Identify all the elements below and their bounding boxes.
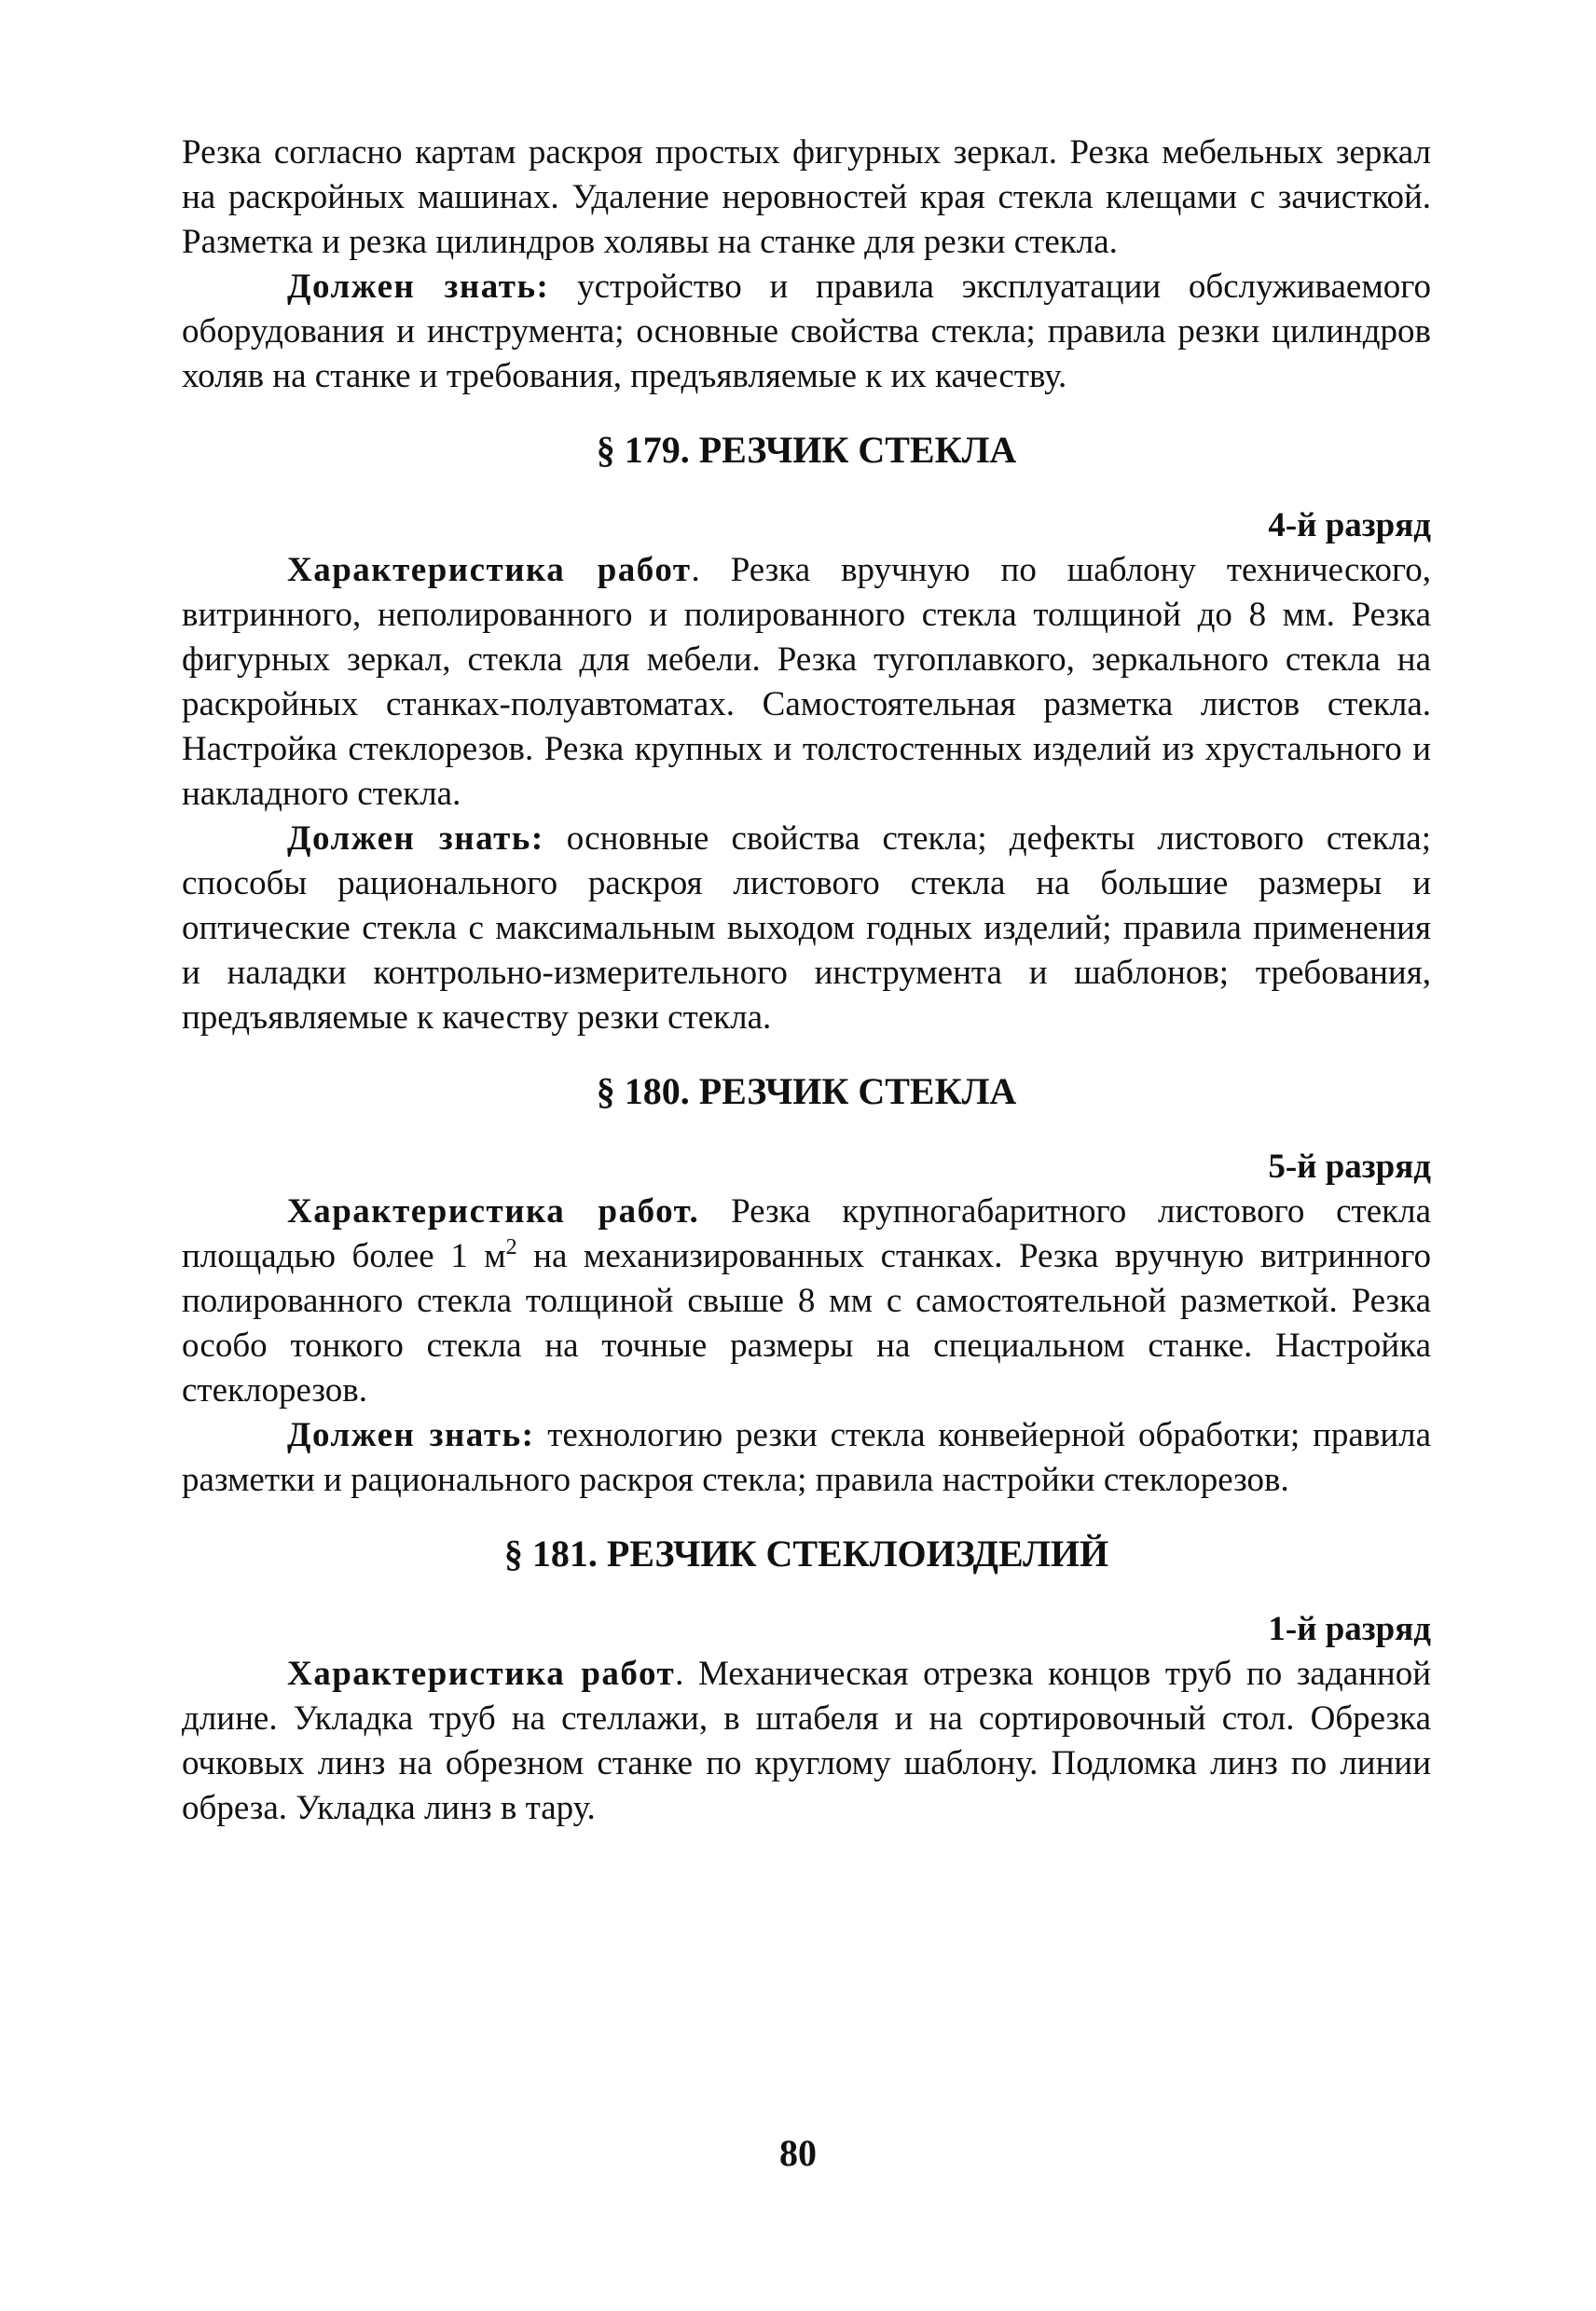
section-179-grade: 4-й разряд [1268,506,1431,544]
knowledge-text: основные свойства стекла; дефекты листового стекла; способы рационального раскроя листового стекла на большие размеры и оптические стекла с максимальным выходом годных изделий; правила применения и наладки контрольно-измерительного инструмента и шаблонов; требования, предъявляемые к качеству резки стекла. [182,819,1431,1037]
knowledge-text: устройство и правила эксплуатации обслуживаемого оборудования и инструмента; основные свойства стекла; правила резки цилиндров холяв на станке и требования, предъявляемые к их качеству. [182,268,1431,395]
section-180-knowledge [182,1413,1431,1503]
section-181-grade: 1-й разряд [1268,1610,1431,1648]
intro-paragraph: Резка согласно картам раскроя простых фигурных зеркал. Резка мебельных зеркал на раскройных машинах. Удаление неровностей края стекла клещами с зачисткой. Разметка и резка цилиндров холявы на станке для резки стекла. [182,133,1431,261]
superscript-two: 2 [505,1235,517,1259]
section-179-heading: § 179. РЕЗЧИК СТЕКЛА [596,429,1017,471]
page-content [182,131,1431,1831]
characteristics-text: . Резка вручную по шаблону технического, витринного, неполированного и полированного стекла толщиной до 8 мм. Резка фигурных зеркал, стекла для мебели. Резка тугоплавкого, зеркального стекла на раскройных станках-полуавтоматах. Самостоятельная разметка листов стекла. Настройка стеклорезов. Резка крупных и толстостенных изделий из хрустального и накладного стекла. [182,551,1432,813]
knowledge-label: Должен знать: [287,819,544,858]
characteristics-label: Характеристика работ [287,551,692,589]
section-180-characteristics [182,1190,1431,1413]
section-180-grade: 5-й разряд [1268,1148,1431,1186]
characteristics-text: Резка крупногабаритного листового стекла площадью более 1 м [182,1192,1431,1275]
intro-knowledge-paragraph [182,265,1431,399]
characteristics-text-continued: на механизированных станках. Резка вручную витринного полированного стекла толщиной свыше 8 мм с самостоятельной разметкой. Резка особо тонкого стекла на точные размеры на специальном станке. Настройка стеклорезов. [182,1237,1431,1410]
section-179-characteristics [182,548,1431,817]
section-181-characteristics [182,1652,1431,1831]
characteristics-label: Характеристика работ. [287,1192,700,1231]
knowledge-label: Должен знать: [287,268,550,306]
characteristics-text: . Механическая отрезка концов труб по заданной длине. Укладка труб на стеллажи, в штабеля и на сортировочный стол. Обрезка очковых линз на обрезном станке по круглому шаблону. Подломка линз по линии обреза. Укладка линз в тару. [182,1655,1432,1827]
section-179-knowledge [182,817,1431,1040]
section-181-heading: § 181. РЕЗЧИК СТЕКЛОИЗДЕЛИЙ [503,1533,1109,1575]
characteristics-label: Характеристика работ [287,1655,676,1693]
page-number: 80 [779,2132,817,2174]
section-180-heading: § 180. РЕЗЧИК СТЕКЛА [596,1070,1017,1112]
knowledge-label: Должен знать: [287,1416,535,1454]
knowledge-text: технологию резки стекла конвейерной обработки; правила разметки и рационального раскроя стекла; правила настройки стеклорезов. [182,1416,1432,1499]
